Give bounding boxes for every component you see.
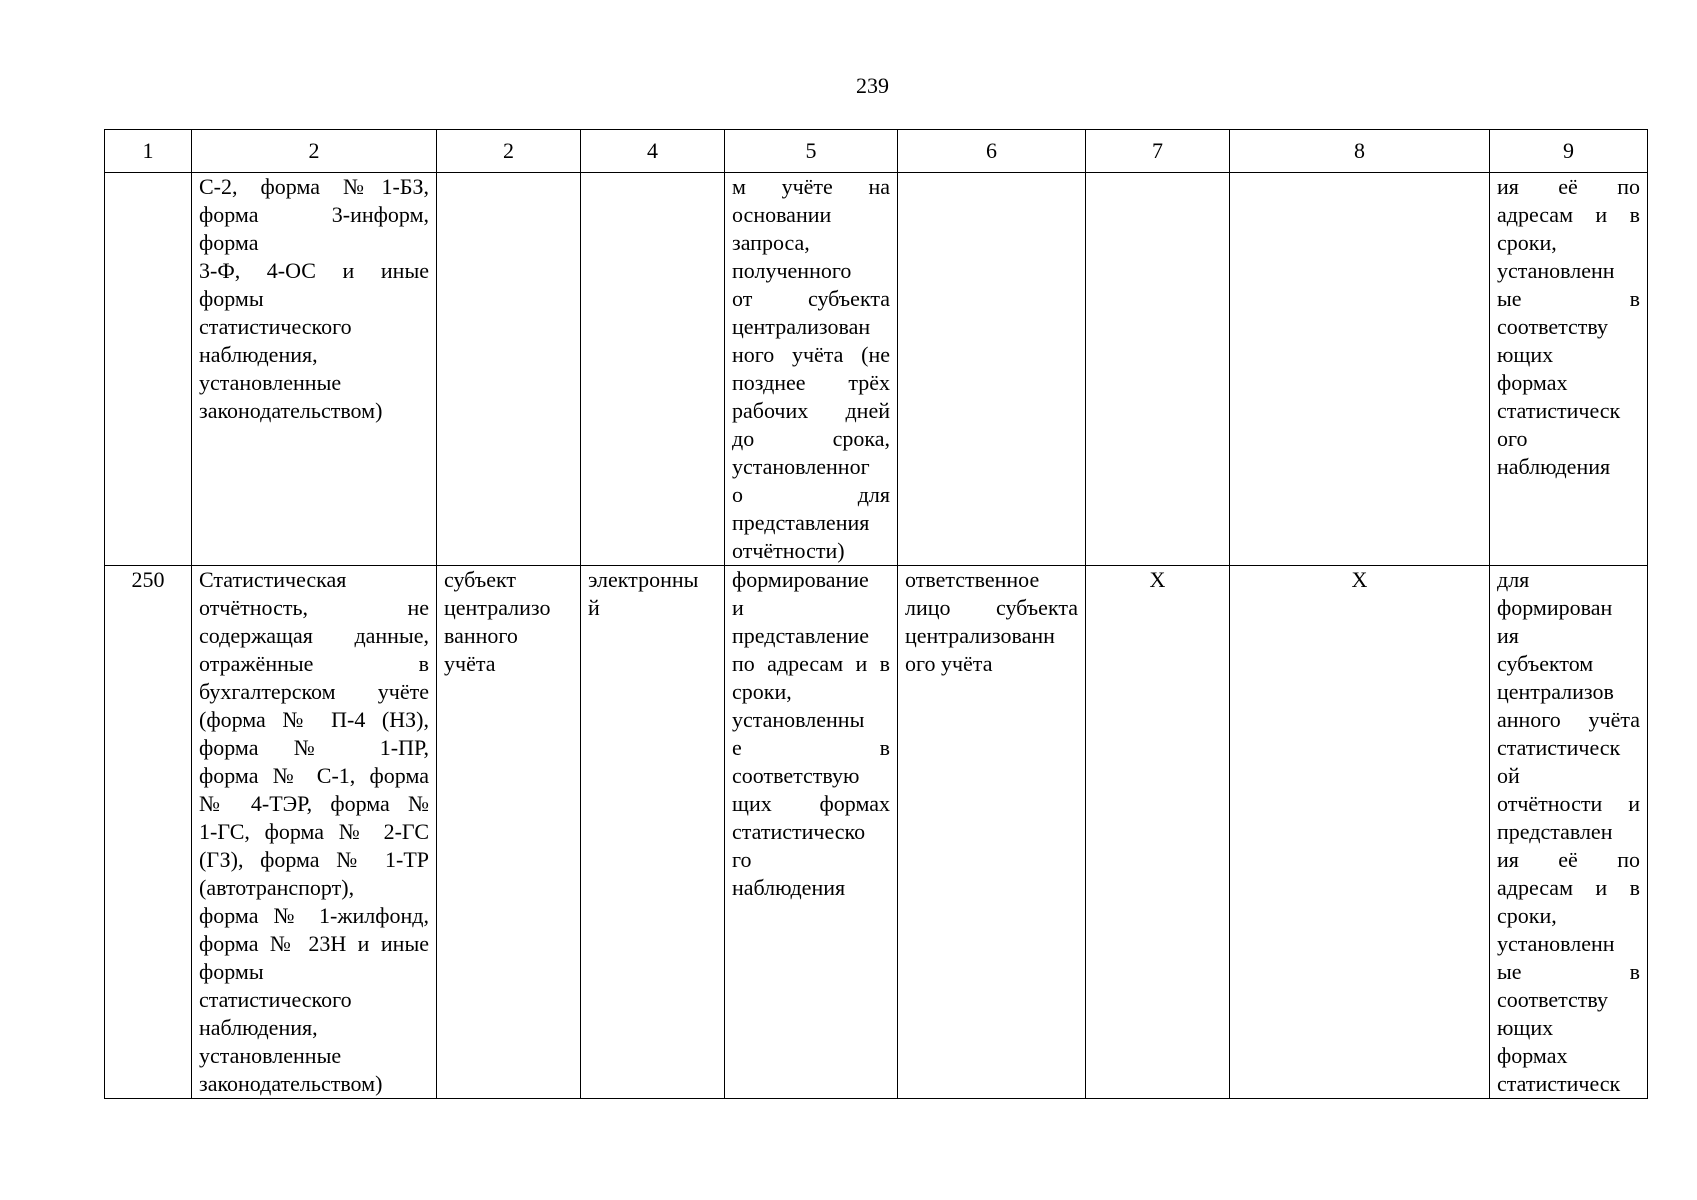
cell-text-line: наблюдения	[1497, 454, 1611, 479]
cell-text-line: 1-ГС, форма № 2-ГС	[199, 819, 429, 844]
row250-cell-5	[725, 566, 898, 1099]
table-row-250	[105, 566, 1648, 1099]
cell-text-line: представление	[732, 623, 870, 648]
cell-text-line: наблюдения,	[199, 342, 318, 367]
header-col-5: 5	[725, 130, 898, 173]
cell-text-line: м учёте на	[732, 174, 890, 199]
cell-text-line: полученного	[732, 258, 852, 283]
cell-text-line: для	[1497, 567, 1530, 592]
cont-cell-1	[105, 173, 192, 566]
cell-text-line: ющих	[1497, 342, 1554, 367]
header-col-3: 2	[437, 130, 581, 173]
cell-text-line: отчётность, не	[199, 595, 429, 620]
cell-text-line: статистического	[199, 987, 352, 1012]
cell-text-line: форма 3-информ,	[199, 202, 429, 227]
cell-text-line: формах	[1497, 1043, 1568, 1068]
cell-text-line: формирование	[732, 567, 869, 592]
cell-text-line: ого	[1497, 426, 1528, 451]
header-col-7: 7	[1086, 130, 1230, 173]
cell-text-line: (форма № П-4 (НЗ),	[199, 707, 429, 732]
cell-text-line: статистическо	[732, 819, 866, 844]
cell-text-line: позднее трёх	[732, 370, 890, 395]
cell-text-line: сроки,	[1497, 903, 1557, 928]
cell-text-line: щих формах	[732, 791, 890, 816]
cell-text-line: № 4-ТЭР, форма №	[199, 791, 429, 816]
header-col-6: 6	[898, 130, 1086, 173]
cell-text-line: законодательством)	[199, 1071, 383, 1096]
cell-text-line: форма № С-1, форма	[199, 763, 429, 788]
cell-text-line: Статистическая	[199, 567, 347, 592]
cell-text-line: соответствую	[732, 763, 860, 788]
cell-text-line: и	[732, 595, 744, 620]
cell-text-line: установленны	[732, 707, 865, 732]
cell-text-line: централизованн	[905, 623, 1055, 648]
cell-text-line: законодательством)	[199, 398, 383, 423]
header-col-1: 1	[105, 130, 192, 173]
cell-text-line: установленные	[199, 1043, 342, 1068]
document-table	[104, 129, 1648, 1099]
cell-text-line: по адресам и в	[732, 651, 890, 676]
header-col-2: 2	[192, 130, 437, 173]
continuation-row	[105, 173, 1648, 566]
cell-text-line: формы	[199, 286, 264, 311]
row250-cell-9	[1490, 566, 1648, 1099]
cell-text-line: запроса,	[732, 230, 810, 255]
cell-text-line: установленн	[1497, 258, 1615, 283]
cell-text-line: субъектом	[1497, 651, 1594, 676]
cell-text-line: ой	[1497, 763, 1520, 788]
cont-cell-3	[437, 173, 581, 566]
cell-text-line: электронны	[588, 567, 699, 592]
cell-text-line: формах	[1497, 370, 1568, 395]
cell-text-line: от субъекта	[732, 286, 890, 311]
cell-text-line: установленн	[1497, 931, 1615, 956]
cell-text-line: бухгалтерском учёте	[199, 679, 429, 704]
header-row	[105, 130, 1648, 173]
cell-text-line: установленные	[199, 370, 342, 395]
cont-cell-4	[581, 173, 725, 566]
cell-text-line: ванного	[444, 623, 518, 648]
cell-text-line: ия	[1497, 623, 1519, 648]
cont-cell-6	[898, 173, 1086, 566]
cell-text-line: отчётности)	[732, 538, 845, 563]
cell-text-line: централизован	[732, 314, 871, 339]
cell-text-line: формы	[199, 959, 264, 984]
cont-cell-7	[1086, 173, 1230, 566]
cell-text-line: субъект	[444, 567, 516, 592]
row250-cell-4	[581, 566, 725, 1099]
row250-cell-7: Х	[1086, 566, 1230, 1099]
cell-text-line: форма № 23Н и иные	[199, 931, 429, 956]
cont-cell-2	[192, 173, 437, 566]
cell-text-line: рабочих дней	[732, 398, 890, 423]
cell-text-line: основании	[732, 202, 832, 227]
cell-text-line: установленног	[732, 454, 870, 479]
cell-text-line: отчётности и	[1497, 791, 1640, 816]
cell-text-line: статистического	[199, 314, 352, 339]
cont-cell-9	[1490, 173, 1648, 566]
cell-text-line: ответственное	[905, 567, 1040, 592]
row250-cell-6	[898, 566, 1086, 1099]
row250-cell-3	[437, 566, 581, 1099]
cell-text-line: представлен	[1497, 819, 1613, 844]
cell-text-line: е в	[732, 735, 890, 760]
header-col-8: 8	[1230, 130, 1490, 173]
row250-cell-2	[192, 566, 437, 1099]
cell-text-line: представления	[732, 510, 870, 535]
cell-text-line: 3-Ф, 4-ОС и иные	[199, 258, 429, 283]
cell-text-line: ые в	[1497, 286, 1640, 311]
cell-text-line: адресам и в	[1497, 875, 1640, 900]
cell-text-line: до срока,	[732, 426, 890, 451]
cell-text-line: ия её по	[1497, 174, 1640, 199]
cell-text-line: соответству	[1497, 314, 1609, 339]
cell-text-line: форма	[199, 230, 259, 255]
cell-text-line: содержащая данные,	[199, 623, 429, 648]
cell-text-line: наблюдения,	[199, 1015, 318, 1040]
cell-text-line: го	[732, 847, 752, 872]
cell-text-line: централизо	[444, 595, 551, 620]
cell-text-line: статистическ	[1497, 398, 1621, 423]
cell-text-line: формирован	[1497, 595, 1613, 620]
cell-text-line: лицо субъекта	[905, 595, 1078, 620]
header-col-9: 9	[1490, 130, 1648, 173]
cell-text-line: й	[588, 595, 600, 620]
cell-text-line: (ГЗ), форма № 1-ТР	[199, 847, 429, 872]
row-number: 250	[105, 566, 192, 1099]
header-col-4: 4	[581, 130, 725, 173]
cell-text-line: статистическ	[1497, 735, 1621, 760]
cell-text-line: отражённые в	[199, 651, 429, 676]
cell-text-line: о для	[732, 482, 890, 507]
cell-text-line: (автотранспорт),	[199, 875, 355, 900]
cell-text-line: сроки,	[1497, 230, 1557, 255]
cell-text-line: учёта	[444, 651, 496, 676]
cell-text-line: ого учёта	[905, 651, 993, 676]
cell-text-line: ного учёта (не	[732, 342, 890, 367]
cell-text-line: ия её по	[1497, 847, 1640, 872]
cell-text-line: форма № 1-жилфонд,	[199, 903, 429, 928]
cell-text-line: наблюдения	[732, 875, 846, 900]
cell-text-line: статистическ	[1497, 1071, 1621, 1096]
cell-text-line: сроки,	[732, 679, 792, 704]
cont-cell-5	[725, 173, 898, 566]
cell-text-line: централизов	[1497, 679, 1614, 704]
cell-text-line: ые в	[1497, 959, 1640, 984]
cont-cell-8	[1230, 173, 1490, 566]
cell-text-line: форма № 1-ПР,	[199, 735, 429, 760]
cell-text-line: адресам и в	[1497, 202, 1640, 227]
page-number: 239	[856, 73, 889, 98]
row250-cell-8: Х	[1230, 566, 1490, 1099]
cell-text-line: ющих	[1497, 1015, 1554, 1040]
cell-text-line: С-2, форма №1-БЗ,	[199, 174, 429, 199]
cell-text-line: соответству	[1497, 987, 1609, 1012]
cell-text-line: анного учёта	[1497, 707, 1640, 732]
